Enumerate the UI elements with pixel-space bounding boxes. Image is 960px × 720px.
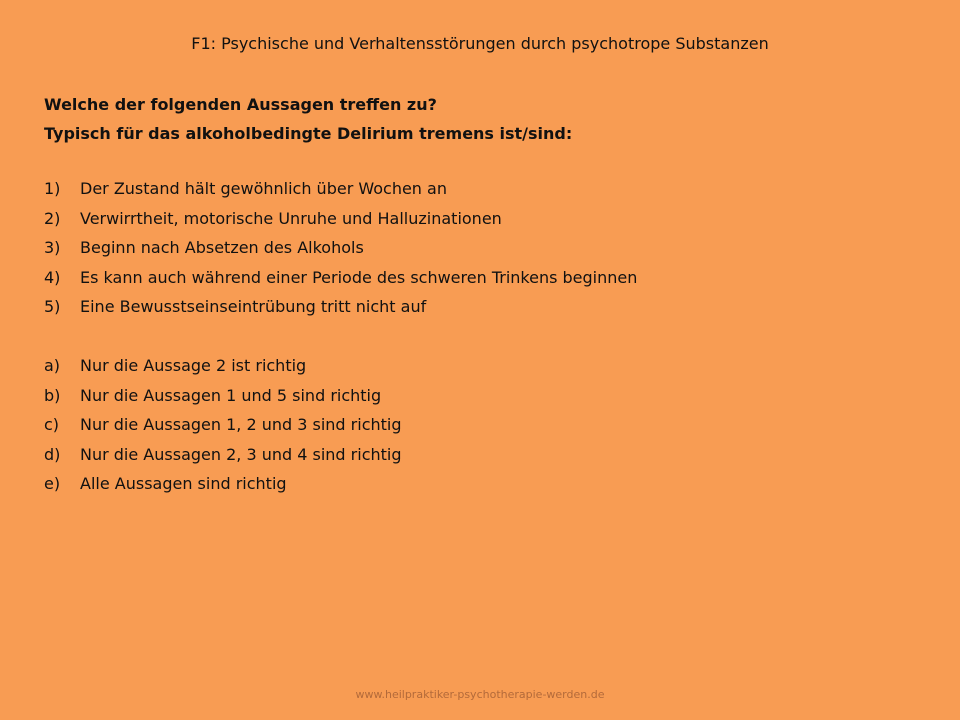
answer-option (44, 440, 924, 470)
statement-text: Eine Bewusstseinseintrübung tritt nicht auf (80, 297, 427, 316)
question-line-2: Typisch für das alkoholbedingte Delirium tremens ist/sind: (44, 124, 573, 143)
statement-text: Es kann auch während einer Periode des schweren Trinkens beginnen (80, 267, 638, 287)
question-block (44, 90, 924, 148)
statement-item (44, 233, 924, 263)
answer-option (44, 469, 924, 499)
footer-url: www.heilpraktiker-psychotherapie-werden.de (355, 688, 605, 701)
answer-marker: a) (44, 356, 61, 375)
statement-text: Beginn nach Absetzen des Alkohols (80, 238, 364, 257)
answer-marker: b) (44, 385, 61, 405)
answer-marker: e) (44, 474, 61, 493)
answer-text: Nur die Aussagen 1, 2 und 3 sind richtig (80, 415, 402, 434)
answer-marker: c) (44, 415, 60, 434)
statement-marker: 5) (44, 297, 61, 316)
answer-option (44, 410, 924, 440)
question-line-1: Welche der folgenden Aussagen treffen zu? (44, 95, 437, 114)
answer-text: Nur die Aussagen 1 und 5 sind richtig (80, 385, 382, 405)
statement-marker: 4) (44, 267, 61, 287)
answer-text: Alle Aussagen sind richtig (80, 474, 287, 493)
statement-item (44, 174, 924, 204)
statement-item (44, 292, 924, 322)
answer-option (44, 351, 924, 381)
answer-list (44, 351, 924, 499)
statement-item (44, 263, 924, 293)
statement-text: Der Zustand hält gewöhnlich über Wochen an (80, 179, 447, 198)
statement-marker: 1) (44, 179, 61, 198)
statement-text: Verwirrtheit, motorische Unruhe und Halluzinationen (80, 208, 502, 228)
answer-text: Nur die Aussage 2 ist richtig (80, 356, 307, 375)
statement-list (44, 174, 924, 322)
answer-text: Nur die Aussagen 2, 3 und 4 sind richtig (80, 444, 402, 464)
statement-marker: 3) (44, 238, 61, 257)
answer-option (44, 381, 924, 411)
slide-title: F1: Psychische und Verhaltensstörungen durch psychotrope Substanzen (191, 34, 769, 53)
answer-marker: d) (44, 444, 61, 464)
statement-item (44, 204, 924, 234)
statement-marker: 2) (44, 208, 61, 228)
